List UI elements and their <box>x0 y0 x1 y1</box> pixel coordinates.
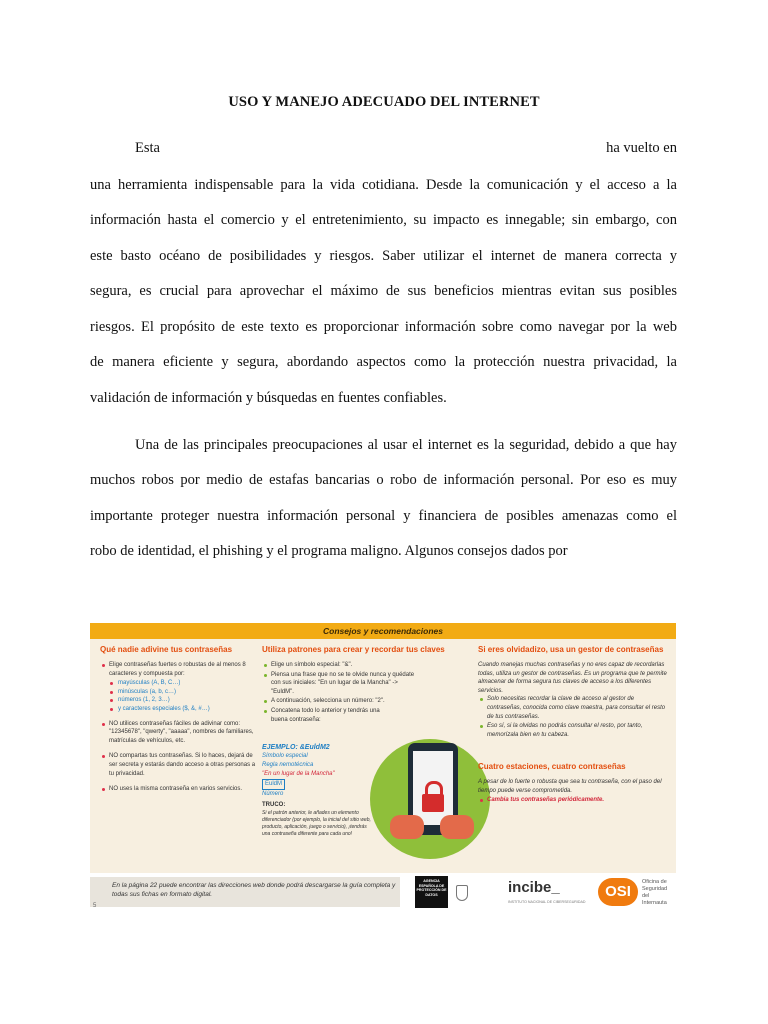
bullet-item: NO compartas tus contraseñas. Si lo haces, dejará de ser secreta y estarás dando acceso a otras personas a tu privacidad. <box>100 752 260 778</box>
agencia-logo: AGENCIA ESPAÑOLA DE PROTECCIÓN DE DATOS <box>415 876 448 908</box>
example-part: EuldM <box>262 779 285 790</box>
text-block: A pesar de lo fuerte o robusta que sea tu contraseña, con el paso del tiempo puede verse comprometida. <box>478 779 662 794</box>
bullet-item: Elige un símbolo especial: "&". <box>262 661 421 670</box>
paragraph-line: este basto océano de posibilidades y riesgos. Saber utilizar el internet de manera correcta y <box>90 248 677 264</box>
bullet-item: Concatena todo lo anterior y tendrás una buena contraseña: <box>262 707 381 724</box>
bullet-item: A continuación, selecciona un número: "2". <box>262 697 421 706</box>
first-line-end: ha vuelto en <box>606 140 677 156</box>
coat-of-arms-icon <box>456 885 468 901</box>
example-part: "En un lugar de la Mancha" <box>262 771 335 777</box>
paragraph-line: riesgos. El propósito de este texto es proporcionar información sobre como navegar por la web <box>90 319 677 335</box>
example-part: Regla nemotécnica <box>262 762 314 768</box>
footer-note <box>90 877 400 907</box>
infographic-footer <box>90 873 676 913</box>
lock-body <box>422 794 444 812</box>
paragraph-line: importante proteger nuestra información personal y financiera de posibles amenazas como el <box>90 508 677 524</box>
bullet-item: Cambia tus contraseñas periódicamente. <box>478 796 668 805</box>
infographic-body <box>90 639 676 873</box>
sub-bullet-item: minúsculas (a, b, c…) <box>100 688 260 697</box>
column-heading: Utiliza patrones para crear y recordar tus claves <box>262 645 445 654</box>
example-part: Símbolo especial <box>262 753 308 759</box>
paragraph-line: muchos robos por medio de estafas bancarias o robo de información personal. Por eso es muy <box>90 472 677 488</box>
example-part: Número <box>262 791 284 797</box>
paragraph-line: Una de las principales preocupaciones al usar el internet es la seguridad, debido a que hay <box>135 437 677 453</box>
bullet-item: NO uses la misma contraseña en varios servicios. <box>100 785 260 794</box>
infographic-header: Consejos y recomendaciones <box>90 623 676 639</box>
paragraph-line: información hasta el comercio y el entretenimiento, su impacto es innegable; sin embargo, con <box>90 212 677 228</box>
bullet-item: NO utilices contraseñas fáciles de adivinar como: "12345678", "qwerty", "aaaaa", nombres de familiares, matrículas de vehículos, etc. <box>100 720 260 746</box>
incibe-subtitle: INSTITUTO NACIONAL DE CIBERSEGURIDAD <box>508 900 586 904</box>
truco-text: Si el patrón anterior, le añades un elemento diferenciador (por ejemplo, la inicial del sitio web, producto, aplicación, juego o servicio), ¡tendrás una contraseña diferente para cada uno! <box>262 810 371 837</box>
bullet-item: Piensa una frase que no se te olvide nunca y quédate con sus iniciales: "En un lugar de la Mancha" -> "EuldM". <box>262 671 421 697</box>
column-heading: Qué nadie adivine tus contraseñas <box>100 645 233 654</box>
bullet-item: Elige contraseñas fuertes o robustas de al menos 8 caracteres y compuesta por: <box>100 661 260 678</box>
sub-bullet-item: mayúsculas (A, B, C…) <box>100 679 260 688</box>
paragraph-line: segura, es crucial para aprovechar el máximo de sus beneficios mientras evitan sus posibles <box>90 283 677 299</box>
column-patterns <box>262 645 462 725</box>
footer-note-text: En la página 22 puede encontrar las direcciones web donde podrá descargarse la guía completa y todas sus fichas en formato digital. <box>112 882 396 898</box>
osi-text: Oficina de Seguridad del Internauta <box>642 879 668 906</box>
bullet-item: Solo necesitas recordar la clave de acceso al gestor de contraseñas, conocida como clave maestra, para consultar el resto de tus contraseñas. <box>478 695 668 721</box>
column-heading: Si eres olvidadizo, usa un gestor de contraseñas <box>478 645 664 654</box>
column-manager <box>478 645 668 805</box>
truco-title: TRUCO: <box>262 802 286 808</box>
paragraph-line: una herramienta indispensable para la vida cotidiana. Desde la comunicación y el acceso a la <box>90 177 677 193</box>
paragraph-line: validación de información y búsquedas en fuentes confiables. <box>90 390 447 406</box>
sub-bullet-item: y caracteres especiales ($, &, #…) <box>100 705 260 714</box>
bullet-item: Eso sí, si la olvidas no podrás consultar el resto, por tanto, memorízala bien en tu cabeza. <box>478 722 668 739</box>
column-passwords <box>100 645 260 795</box>
paragraph-line: robo de identidad, el phishing y el programa maligno. Algunos consejos dados por <box>90 543 568 559</box>
password-example <box>262 743 372 838</box>
page-title: USO Y MANEJO ADECUADO DEL INTERNET <box>228 94 540 110</box>
osi-logo: OSI <box>598 878 638 906</box>
first-line-start: Esta <box>135 140 160 156</box>
column-heading-2: Cuatro estaciones, cuatro contraseñas <box>478 762 626 772</box>
paragraph-line: de manera eficiente y segura, abordando aspectos como la protección nuestra privacidad, la <box>90 354 677 370</box>
hand-left <box>390 815 424 839</box>
intro-text: Cuando manejas muchas contraseñas y no eres capaz de recordarlas todas, utiliza un gestor de contraseñas. Es un programa que te permite almacenar de forma segura tus claves de acceso a los diferentes servicios. <box>478 662 667 694</box>
example-password: EJEMPLO: &EuldM2 <box>262 744 330 751</box>
hand-right <box>440 815 474 839</box>
security-infographic <box>90 623 676 913</box>
sub-bullet-item: números (1, 2, 3…) <box>100 696 260 705</box>
page-number: 5 <box>93 903 97 909</box>
incibe-logo: incibe_ <box>508 879 560 896</box>
